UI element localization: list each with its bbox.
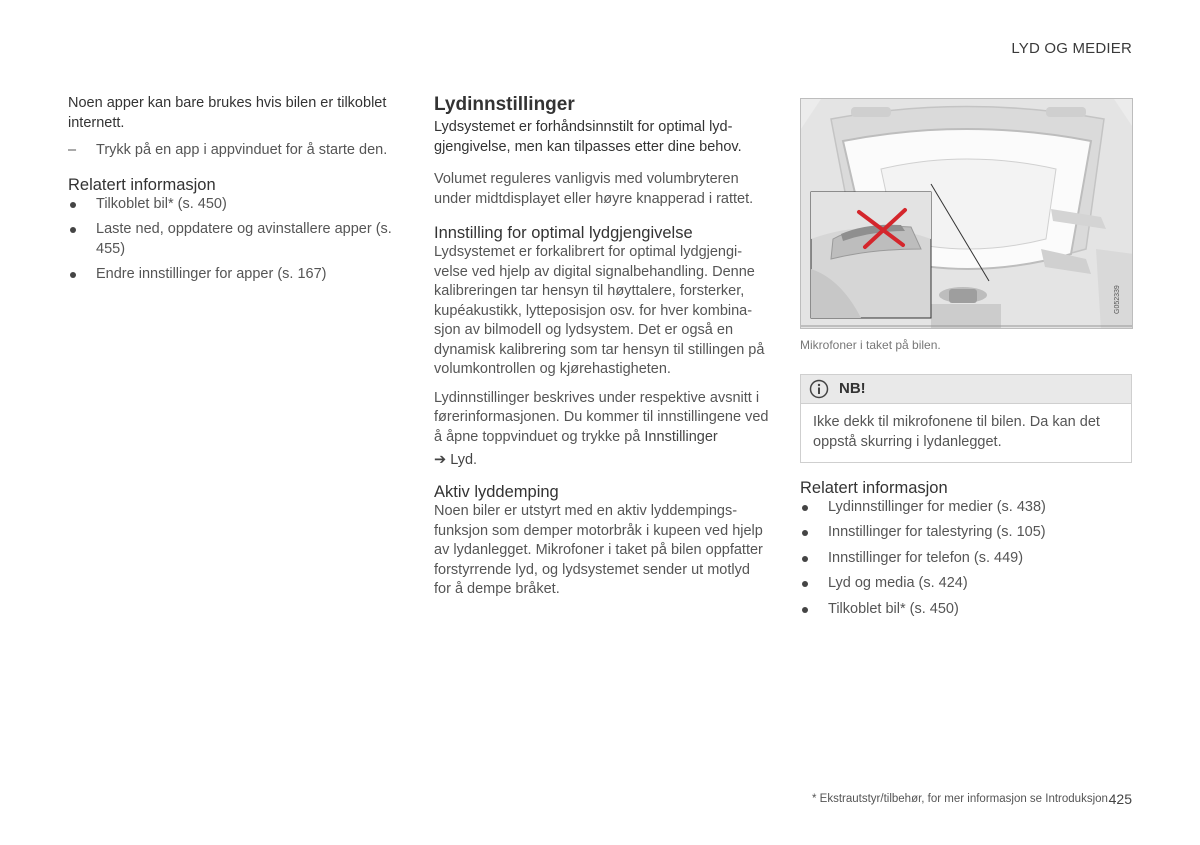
column-middle	[434, 94, 770, 600]
bullet-icon	[800, 549, 828, 569]
related-link[interactable]: Innstillinger for telefon (s. 449)	[800, 549, 1132, 569]
bullet-icon	[800, 574, 828, 594]
note-text: Ikke dekk til mikrofonene til bilen. Da kan det oppstå skurring i lydanlegget.	[813, 413, 1100, 450]
step-item	[68, 141, 400, 161]
menu-path-settings: Innstillinger	[644, 428, 718, 445]
apps-intro: Noen apper kan bare brukes hvis bilen er tilkoblet internett.	[68, 95, 387, 131]
related-link[interactable]: Innstillinger for talestyring (s. 105)	[800, 523, 1132, 543]
bullet-icon	[68, 220, 96, 259]
section-title: Lydinnstillinger	[434, 94, 575, 115]
menu-path-sound: Lyd	[450, 452, 474, 468]
step-text: Trykk på en app i appvinduet for å starte den.	[96, 142, 388, 158]
related-link[interactable]: Laste ned, oppdatere og avinstallere apper (s. 455)	[68, 220, 400, 259]
note-header	[801, 375, 1131, 404]
related-list-left	[68, 195, 400, 285]
bullet-icon	[68, 195, 96, 215]
settings-paragraph: Lydinnstillinger beskrives under respektive avsnitt i førerinformasjonen. Du kommer til innstillingene ved å åpne toppvinduet og trykke på Innstillinger ➔ Lyd.	[434, 389, 769, 468]
related-link[interactable]: Lydinnstillinger for medier (s. 438)	[800, 498, 1132, 518]
related-list-right	[800, 498, 1132, 620]
figure-caption: Mikrofoner i taket på bilen.	[800, 338, 941, 352]
bullet-icon	[800, 498, 828, 518]
calibration-paragraph: Lydsystemet er forkalibrert for optimal lydgjengivelse ved hjelp av digital signalbehandling. Denne kalibreringen tar hensyn til høyttalere, forsterker, kupéakustikk, lytteposisjon osv. for hver kombinasjon av bilmodell og lydsystem. Det er også en dynamisk kalibrering som tar hensyn til stillingen på volumkontrollen og kjørehastigheten.	[434, 244, 765, 377]
note-title: NB!	[839, 380, 866, 397]
arrow-icon: ➔	[434, 452, 447, 468]
subheading-optimal-sound: Innstilling for optimal lydgjengivelse	[434, 224, 693, 242]
section-header: LYD OG MEDIER	[1011, 40, 1132, 57]
volume-paragraph: Volumet reguleres vanligvis med volumbryteren under midtdisplayet eller høyre knapperad i rattet.	[434, 171, 754, 207]
roof-microphone-illustration	[800, 98, 1133, 329]
related-link[interactable]: Tilkoblet bil* (s. 450)	[68, 195, 400, 215]
lead-paragraph: Lydsystemet er forhåndsinnstilt for optimal lydgjengivelse, men kan tilpasses etter dine behov.	[434, 119, 742, 155]
related-link[interactable]: Endre innstillinger for apper (s. 167)	[68, 265, 400, 285]
bullet-icon	[68, 265, 96, 285]
column-right	[800, 98, 1132, 619]
page-number: 425	[1108, 791, 1132, 807]
step-dash: –	[68, 142, 77, 158]
related-link[interactable]: Tilkoblet bil* (s. 450)	[800, 600, 1132, 620]
related-title-right: Relatert informasjon	[800, 478, 948, 497]
noise-paragraph: Noen biler er utstyrt med en aktiv lyddempingsfunksjon som demper motorbråk i kupeen ved hjelp av lydanlegget. Mikrofoner i taket på bilen oppfatter forstyrrende lyd, og lydsystemet sender ut motlyd for å dempe bråket.	[434, 503, 763, 597]
column-left	[68, 94, 400, 285]
note-box	[800, 374, 1132, 463]
subheading-active-noise: Aktiv lyddemping	[434, 483, 559, 501]
figure-code: G052339	[1114, 285, 1121, 314]
related-title-left: Relatert informasjon	[68, 175, 216, 194]
bullet-icon	[800, 600, 828, 620]
car-interior-drawing	[801, 99, 1133, 329]
footnote: * Ekstrautstyr/tilbehør, for mer informasjon se Introduksjon.	[812, 793, 1112, 805]
bullet-icon	[800, 523, 828, 543]
info-icon	[809, 379, 829, 399]
related-link[interactable]: Lyd og media (s. 424)	[800, 574, 1132, 594]
